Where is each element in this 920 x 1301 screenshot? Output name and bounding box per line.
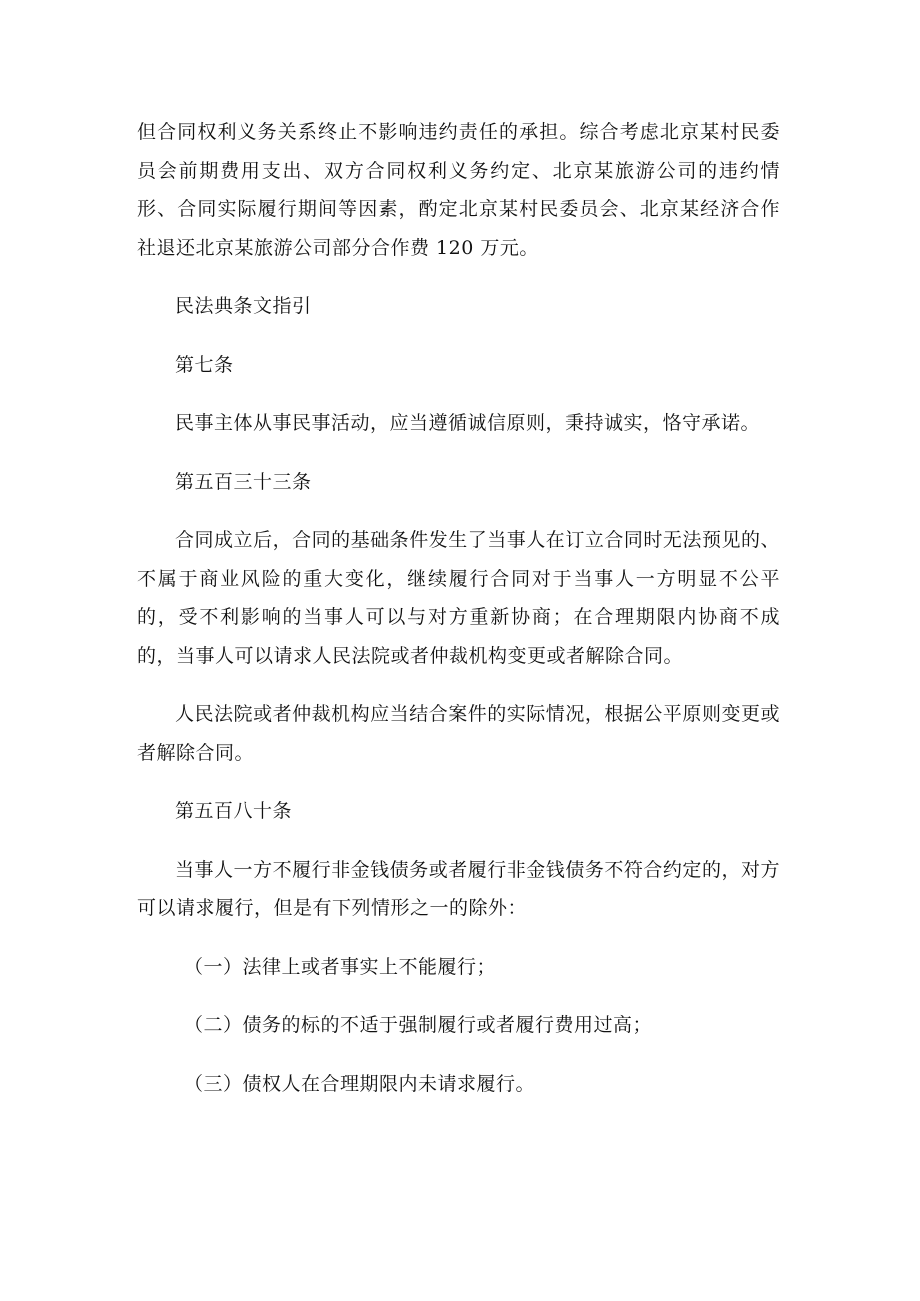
document-page [137,113,780,1103]
article-580-item-1: （一）法律上或者事实上不能履行； [184,955,497,978]
article-580-item-2: （二）债务的标的不适于强制履行或者履行费用过高； [184,1014,653,1036]
paragraph-case-conclusion: 但合同权利义务关系终止不影响违约责任的承担。综合考虑北京某村民委员会前期费用支出、双方合同权利义务约定、北京某旅游公司的违约情形、合同实际履行期间等因素，酌定北京某村民委员会、北京某经济合作社退还北京某旅游公司部分合作费 120 万元。 [137,121,780,259]
article-533-title: 第五百三十三条 [175,470,312,493]
section-title: 民法典条文指引 [175,295,312,317]
article-580-title: 第五百八十条 [175,800,293,822]
article-533-paragraph-2: 人民法院或者仲裁机构应当结合案件的实际情况，根据公平原则变更或者解除合同。 [137,703,780,764]
article-580-item-3: （三）债权人在合理期限内未请求履行。 [184,1072,536,1095]
article-7-title: 第七条 [175,353,234,376]
article-580-text: 当事人一方不履行非金钱债务或者履行非金钱债务不符合约定的，对方可以请求履行，但是有下列情形之一的除外： [137,858,780,919]
article-533-paragraph-1: 合同成立后，合同的基础条件发生了当事人在订立合同时无法预见的、不属于商业风险的重大变化，继续履行合同对于当事人一方明显不公平的，受不利影响的当事人可以与对方重新协商；在合理期限内协商不成的，当事人可以请求人民法院或者仲裁机构变更或者解除合同。 [137,529,780,667]
article-7-text: 民事主体从事民事活动，应当遵循诚信原则，秉持诚实，恪守承诺。 [175,412,761,434]
